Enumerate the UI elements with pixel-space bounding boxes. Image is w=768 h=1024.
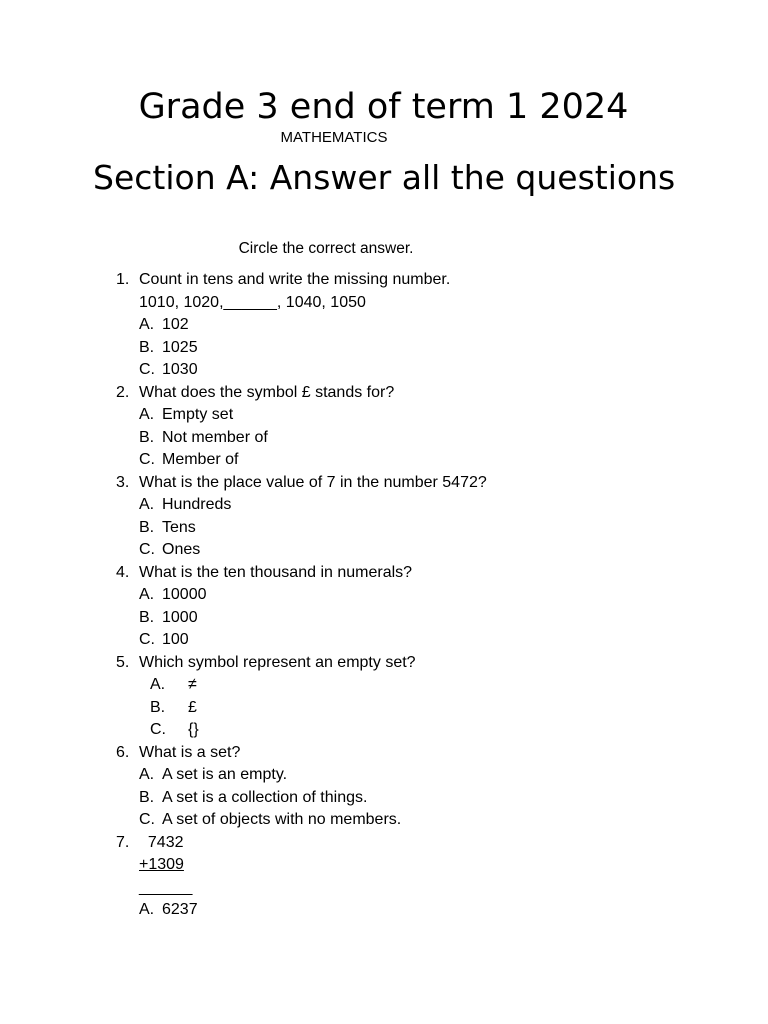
option-text: A set is an empty. xyxy=(162,766,288,783)
option-text: 1030 xyxy=(162,361,198,378)
option-letter: B. xyxy=(139,608,155,626)
option-item[interactable] xyxy=(0,584,768,607)
question-number: 1. xyxy=(116,271,130,288)
question-1-sequence xyxy=(0,292,768,315)
option-text: Not member of xyxy=(162,428,268,446)
option-item[interactable] xyxy=(0,449,768,472)
question-number: 2. xyxy=(116,383,130,401)
option-text: Tens xyxy=(162,518,196,536)
option-item[interactable] xyxy=(0,539,768,562)
option-text: A set of objects with no members. xyxy=(162,811,402,828)
option-letter: A. xyxy=(139,496,155,513)
question-text: What is the ten thousand in numerals? xyxy=(139,563,413,581)
option-item[interactable] xyxy=(0,697,768,720)
question-text: What is a set? xyxy=(139,743,241,761)
question-number: 7. xyxy=(116,833,130,851)
subject-label: MATHEMATICS xyxy=(280,129,388,146)
option-letter: A. xyxy=(139,901,155,918)
option-letter: C. xyxy=(139,631,155,648)
answer-blank-line xyxy=(0,877,768,900)
question-text: What does the symbol £ stands for? xyxy=(139,383,395,401)
option-item[interactable] xyxy=(0,427,768,450)
option-item[interactable] xyxy=(0,404,768,427)
number-sequence: 1010, 1020,______, 1040, 1050 xyxy=(139,293,366,311)
option-item[interactable] xyxy=(0,607,768,630)
option-letter: A. xyxy=(139,766,155,783)
question-6 xyxy=(0,742,768,765)
option-item[interactable] xyxy=(0,337,768,360)
option-text: A set is a collection of things. xyxy=(162,788,368,806)
option-text: £ xyxy=(188,698,197,716)
option-item[interactable] xyxy=(0,517,768,540)
page-title: Grade 3 end of term 1 2024 xyxy=(138,87,629,127)
option-letter: B. xyxy=(139,518,155,536)
option-item[interactable] xyxy=(0,809,768,832)
question-text: What is the place value of 7 in the number 5472? xyxy=(139,473,487,491)
option-letter: B. xyxy=(139,428,155,446)
option-text: 1000 xyxy=(162,608,198,626)
option-item[interactable] xyxy=(0,787,768,810)
option-text: 1025 xyxy=(162,338,198,356)
option-letter: A. xyxy=(139,586,155,603)
option-text: Hundreds xyxy=(162,496,232,513)
question-list xyxy=(0,269,768,922)
option-text: Empty set xyxy=(162,406,234,423)
question-number: 3. xyxy=(116,473,130,491)
question-text: 7432 xyxy=(139,833,184,851)
addend-text: +1309 xyxy=(139,856,184,873)
question-3 xyxy=(0,472,768,495)
option-letter: C. xyxy=(150,721,166,738)
option-text: 102 xyxy=(162,316,189,333)
option-item[interactable] xyxy=(0,314,768,337)
option-letter: C. xyxy=(139,811,155,828)
question-7 xyxy=(0,832,768,855)
option-letter: B. xyxy=(139,788,155,806)
option-letter: B. xyxy=(139,338,155,356)
option-letter: A. xyxy=(150,676,166,693)
question-1 xyxy=(0,269,768,292)
option-letter: C. xyxy=(139,451,155,468)
question-4 xyxy=(0,562,768,585)
question-5 xyxy=(0,652,768,675)
section-heading: Section A: Answer all the questions xyxy=(93,158,676,197)
option-item[interactable] xyxy=(0,674,768,697)
option-letter: A. xyxy=(139,406,155,423)
option-text: 100 xyxy=(162,631,189,648)
option-text: Member of xyxy=(162,451,239,468)
option-item[interactable] xyxy=(0,899,768,922)
addend-line xyxy=(0,854,768,877)
option-letter: B. xyxy=(150,698,166,716)
option-letter: A. xyxy=(139,316,155,333)
option-item[interactable] xyxy=(0,494,768,517)
option-item[interactable] xyxy=(0,719,768,742)
option-letter: C. xyxy=(139,361,155,378)
option-text: 6237 xyxy=(162,901,198,918)
instruction-text: Circle the correct answer. xyxy=(238,240,414,257)
option-text: ≠ xyxy=(188,676,197,693)
question-2 xyxy=(0,382,768,405)
option-item[interactable] xyxy=(0,629,768,652)
option-text: {} xyxy=(188,721,199,738)
option-item[interactable] xyxy=(0,359,768,382)
option-item[interactable] xyxy=(0,764,768,787)
option-text: 10000 xyxy=(162,586,207,603)
question-number: 4. xyxy=(116,563,130,581)
question-number: 6. xyxy=(116,743,130,761)
question-text: Count in tens and write the missing number. xyxy=(139,271,451,288)
option-letter: C. xyxy=(139,541,155,558)
question-number: 5. xyxy=(116,653,130,671)
question-text: Which symbol represent an empty set? xyxy=(139,653,416,671)
option-text: Ones xyxy=(162,541,201,558)
answer-blank: ______ xyxy=(139,878,193,896)
